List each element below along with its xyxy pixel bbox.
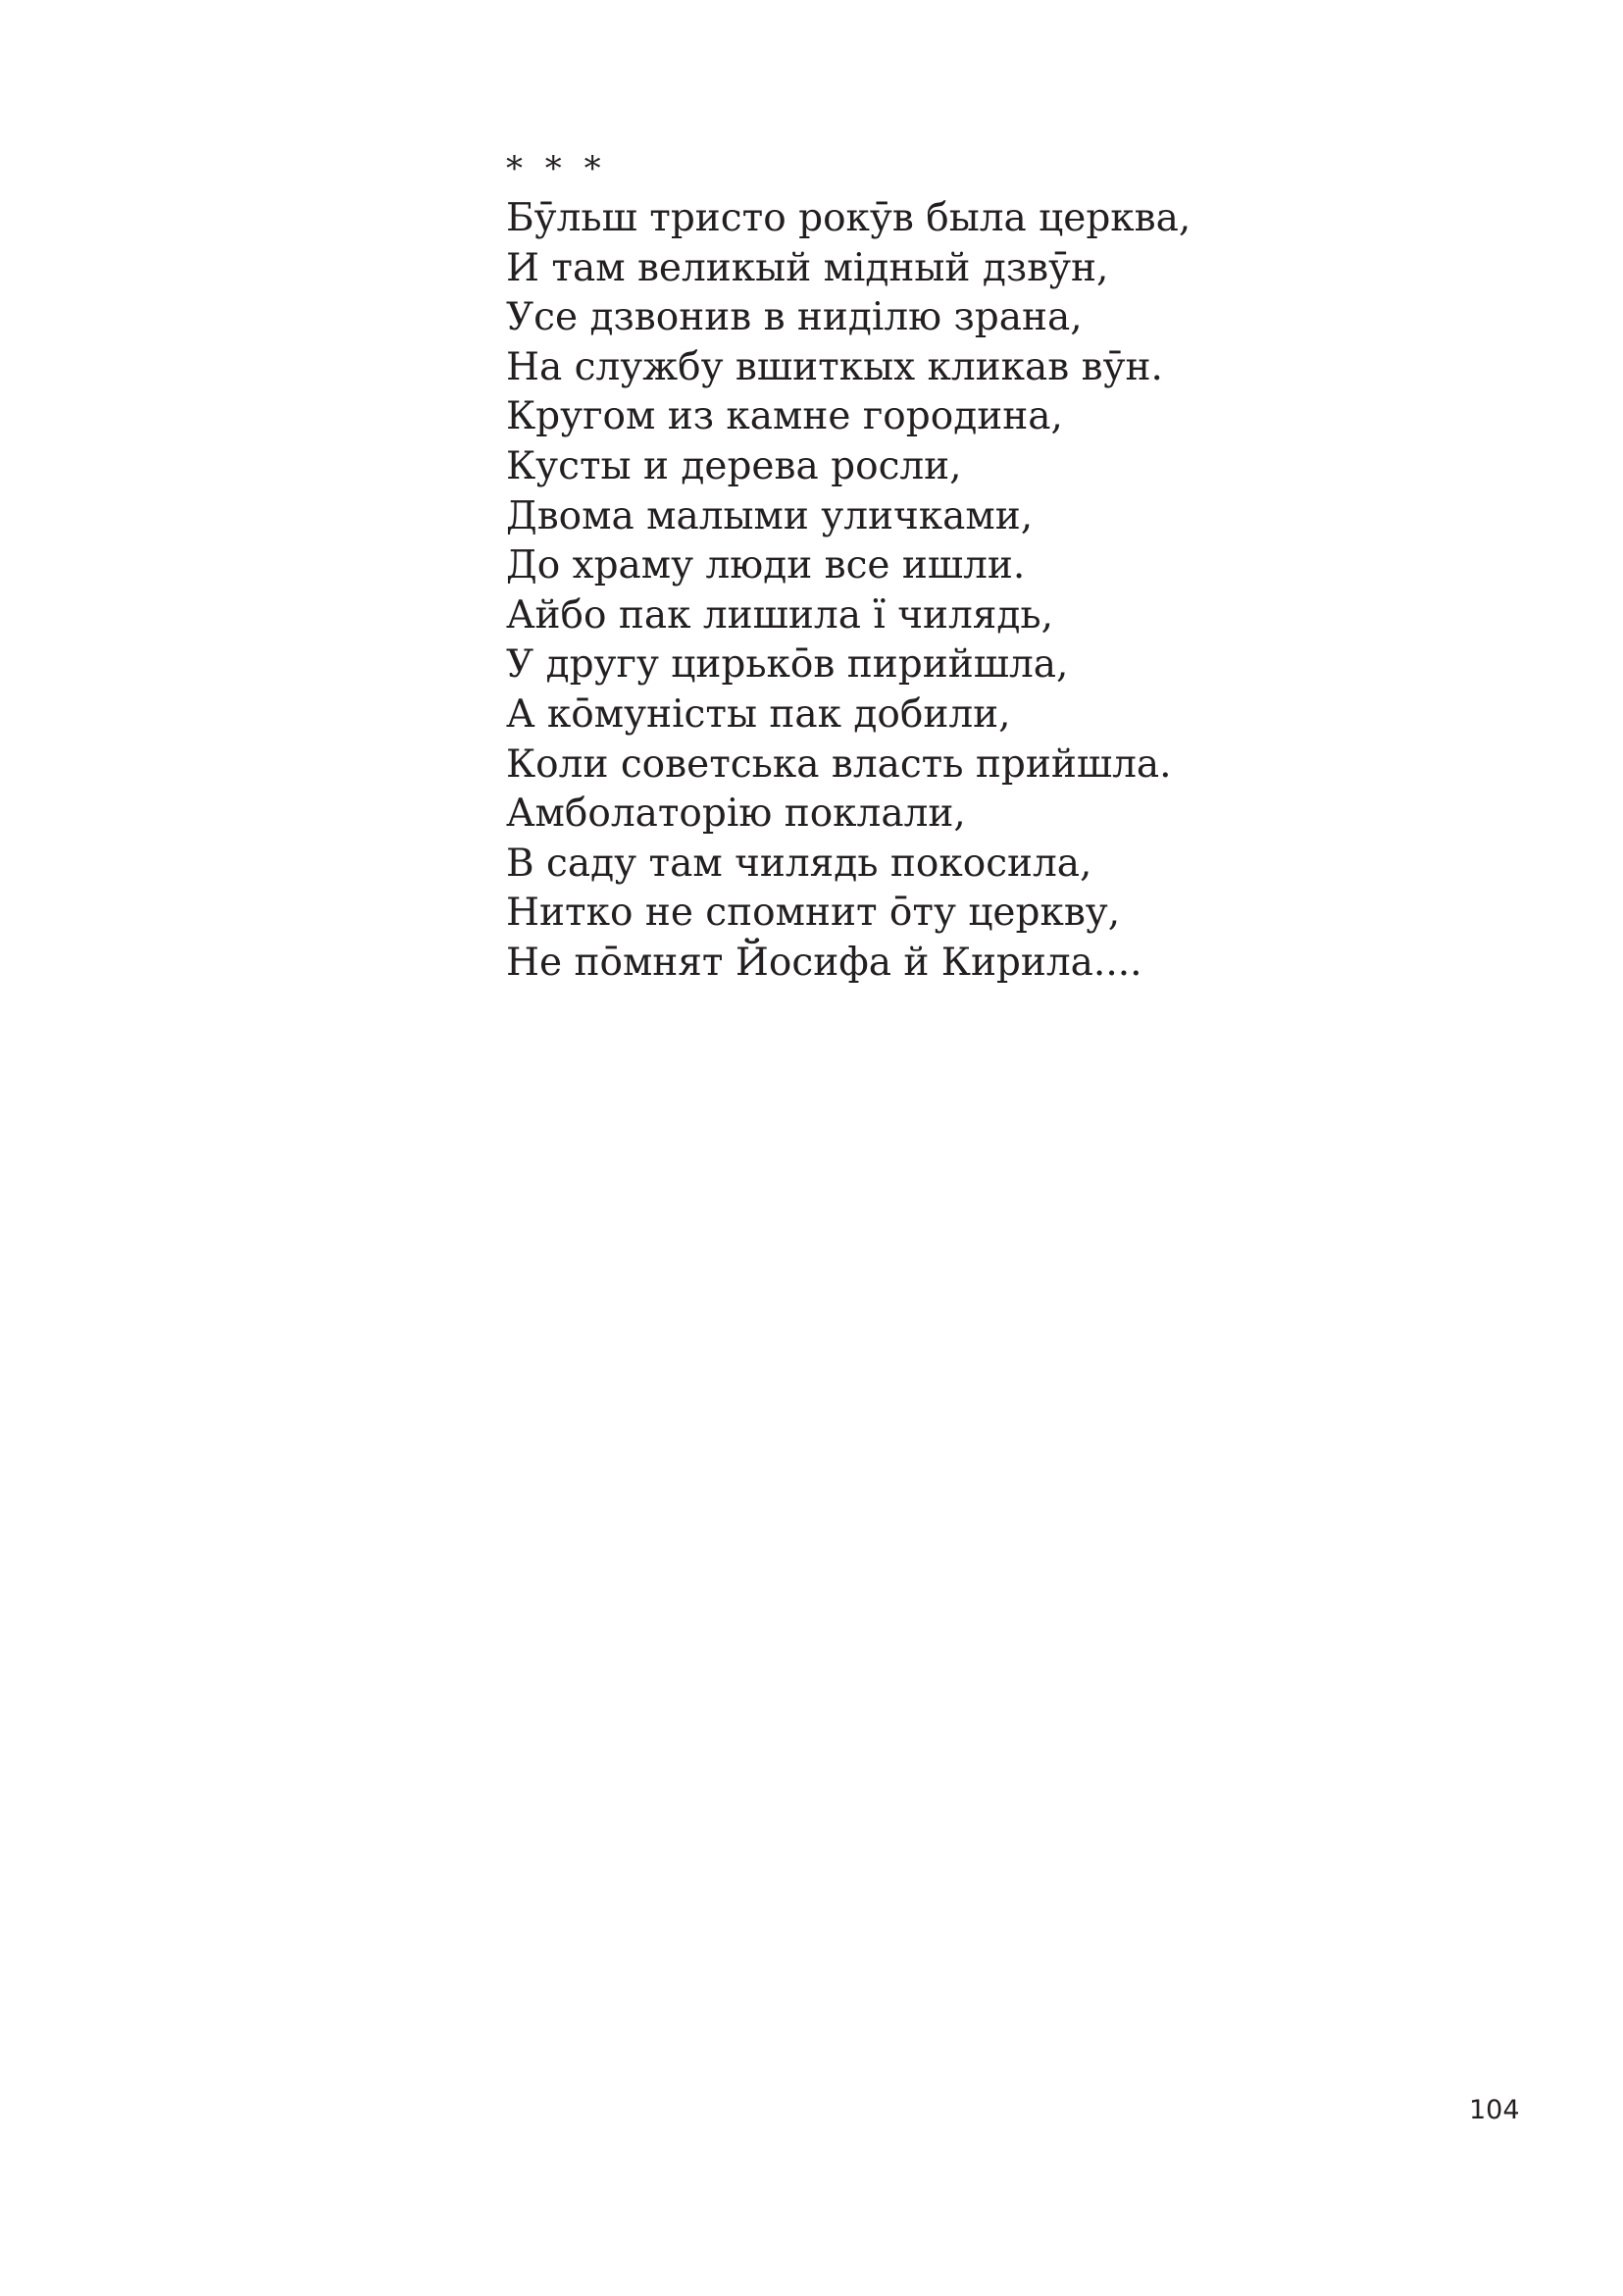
poem-line: На службу вшиткых кликав вӯн. — [506, 344, 1163, 389]
poem-line: Бӯльш тристо рокӯв была церква, — [506, 196, 1192, 240]
poem — [506, 149, 1389, 989]
poem-line: Двома малыми уличками, — [506, 493, 1034, 538]
poem-line: У другу цирькōв пирийшла, — [506, 642, 1069, 688]
poem-line: Амболаторію поклали, — [506, 791, 966, 837]
poem-line: Нитко не спомнит ōту церкву, — [506, 891, 1121, 936]
poem-line: Не пōмнят Йосифа й Кирила.... — [506, 940, 1142, 985]
poem-line: А кōмуністы пак добили, — [506, 691, 1011, 737]
page-number: 104 — [1469, 2095, 1520, 2125]
poem-line: В саду там чилядь покосила, — [506, 841, 1092, 886]
poem-line: И там великый мідный дзвӯн, — [506, 245, 1109, 290]
poem-line: Айбо пак лишила ї чилядь, — [506, 592, 1054, 638]
poem-line: Кругом из камне городина, — [506, 394, 1063, 439]
poem-line: Усе дзвонив в ниділю зрана, — [506, 295, 1083, 340]
poem-line: Кусты и дерева росли, — [506, 443, 962, 488]
stanza-separator: * * * — [506, 149, 607, 188]
poem-line: До храму люди все ишли. — [506, 543, 1026, 588]
poem-line: Коли советська власть прийшла. — [506, 741, 1172, 787]
poem-lines — [506, 194, 1389, 989]
